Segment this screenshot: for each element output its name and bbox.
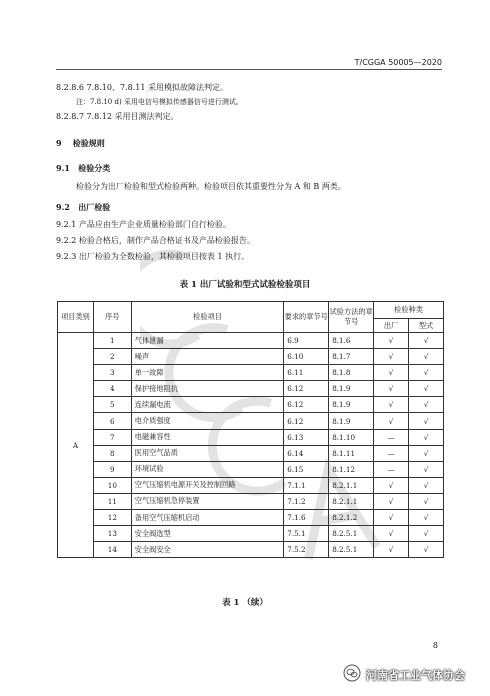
row-item: 保护接地阻抗	[131, 381, 284, 397]
table-1-title: 表 1 出厂试验和型式试验检验项目	[179, 280, 311, 290]
section-91-heading	[56, 163, 110, 173]
row-no: 10	[93, 477, 131, 493]
row-type: √	[409, 526, 444, 542]
note-7810: 注：7.8.10 d) 采用电信号模拟传感器信号进行测试。	[76, 98, 243, 106]
table-row	[58, 461, 444, 477]
watermark-account-name: 河南省工业气体协会	[366, 669, 465, 682]
row-method: 8.2.1.1	[329, 477, 374, 493]
row-no: 5	[93, 397, 131, 413]
wechat-logo-icon	[343, 664, 361, 682]
table-1-continued-title: 表 1 （续）	[222, 598, 268, 608]
header-requirement-clause: 要求的章节号	[284, 302, 329, 333]
table-row	[58, 493, 444, 509]
row-no: 9	[93, 461, 131, 477]
row-req: 7.1.1	[284, 477, 329, 493]
row-type: √	[409, 381, 444, 397]
table-row	[58, 510, 444, 526]
row-req: 6.14	[284, 445, 329, 461]
table-row	[58, 477, 444, 493]
row-no: 6	[93, 413, 131, 429]
table-row	[58, 445, 444, 461]
row-req: 6.12	[284, 413, 329, 429]
row-method: 8.1.9	[329, 413, 374, 429]
row-method: 8.2.5.1	[329, 526, 374, 542]
row-req: 6.9	[284, 333, 329, 349]
row-no: 8	[93, 445, 131, 461]
header-type-test: 型式	[409, 319, 444, 333]
row-factory: √	[374, 333, 409, 349]
table-row	[58, 542, 444, 558]
row-item: 环境试验	[131, 461, 284, 477]
row-factory: √	[374, 542, 409, 558]
row-item: 备用空气压缩机启动	[131, 510, 284, 526]
row-factory: —	[374, 429, 409, 445]
row-item: 安全阀安全	[131, 542, 284, 558]
row-factory: √	[374, 510, 409, 526]
row-no: 11	[93, 493, 131, 509]
row-type: √	[409, 349, 444, 365]
section-91-title: 检验分类	[78, 163, 111, 173]
table-row	[58, 413, 444, 429]
row-item: 气体泄漏	[131, 333, 284, 349]
row-method: 8.1.6	[329, 333, 374, 349]
clause-8287: 8.2.8.7 7.8.12 采用目测法判定。	[56, 112, 179, 121]
section-92-number: 9.2	[56, 202, 70, 212]
inspection-items-table	[57, 301, 444, 558]
row-no: 13	[93, 526, 131, 542]
row-factory: √	[374, 413, 409, 429]
standard-number: T/CGGA 50005—2020	[354, 58, 442, 67]
row-method: 8.1.7	[329, 349, 374, 365]
row-req: 6.10	[284, 349, 329, 365]
row-req: 7.1.6	[284, 510, 329, 526]
section-9-heading	[56, 138, 105, 148]
row-type: √	[409, 333, 444, 349]
row-item: 医用空气品质	[131, 445, 284, 461]
row-type: √	[409, 397, 444, 413]
row-item: 单一故障	[131, 365, 284, 381]
row-method: 8.1.9	[329, 397, 374, 413]
header-method-clause: 试验方法的章节号	[329, 302, 374, 333]
row-method: 8.1.12	[329, 461, 374, 477]
header-inspection-type: 检验种类	[374, 302, 444, 319]
table-row	[58, 349, 444, 365]
row-factory: √	[374, 526, 409, 542]
row-method: 8.2.1.1	[329, 493, 374, 509]
row-item: 连续漏电流	[131, 397, 284, 413]
row-type: √	[409, 429, 444, 445]
header-no: 序号	[93, 302, 131, 333]
row-factory: √	[374, 477, 409, 493]
row-type: √	[409, 542, 444, 558]
category-cell: A	[58, 333, 94, 558]
clause-923: 9.2.3 出厂检验为全数检验，其检验项目按表 1 执行。	[56, 252, 250, 261]
row-type: √	[409, 461, 444, 477]
section-91-text: 检验分为出厂检验和型式检验两种。检验项目依其重要性分为 A 和 B 两类。	[76, 182, 346, 191]
row-factory: √	[374, 493, 409, 509]
row-method: 8.2.1.2	[329, 510, 374, 526]
table-row	[58, 333, 444, 349]
row-req: 7.5.1	[284, 526, 329, 542]
row-req: 7.1.2	[284, 493, 329, 509]
row-no: 14	[93, 542, 131, 558]
row-item: 电磁兼容性	[131, 429, 284, 445]
row-no: 2	[93, 349, 131, 365]
section-91-number: 9.1	[56, 163, 70, 173]
header-category: 项目类别	[58, 302, 94, 333]
row-req: 6.13	[284, 429, 329, 445]
row-type: √	[409, 413, 444, 429]
section-9-title: 检验规则	[72, 138, 105, 148]
table-row	[58, 381, 444, 397]
row-factory: —	[374, 461, 409, 477]
row-factory: √	[374, 365, 409, 381]
table-row	[58, 526, 444, 542]
clause-922: 9.2.2 检验合格后，制作产品合格证书及产品检验报告。	[56, 236, 255, 245]
row-method: 8.1.10	[329, 429, 374, 445]
section-9-number: 9	[56, 138, 62, 148]
section-92-title: 出厂检验	[78, 202, 111, 212]
row-factory: √	[374, 349, 409, 365]
header-rule	[56, 69, 442, 70]
table-row	[58, 429, 444, 445]
row-req: 6.12	[284, 397, 329, 413]
header-factory: 出厂	[374, 319, 409, 333]
page-number: 8	[432, 641, 438, 650]
row-type: √	[409, 493, 444, 509]
row-req: 6.15	[284, 461, 329, 477]
clause-921: 9.2.1 产品应由生产企业质量检验部门自行检验。	[56, 220, 231, 229]
row-method: 8.1.9	[329, 381, 374, 397]
row-req: 6.12	[284, 381, 329, 397]
table-row	[58, 365, 444, 381]
row-req: 7.5.2	[284, 542, 329, 558]
header-item: 检验项目	[131, 302, 284, 333]
row-factory: √	[374, 397, 409, 413]
row-req: 6.11	[284, 365, 329, 381]
row-item: 空气压缩机急停装置	[131, 493, 284, 509]
row-method: 8.1.11	[329, 445, 374, 461]
row-type: √	[409, 445, 444, 461]
row-type: √	[409, 365, 444, 381]
row-no: 3	[93, 365, 131, 381]
row-method: 8.2.5.1	[329, 542, 374, 558]
table-row	[58, 397, 444, 413]
row-method: 8.1.8	[329, 365, 374, 381]
row-no: 7	[93, 429, 131, 445]
row-item: 安全阀选型	[131, 526, 284, 542]
row-item: 空气压缩机电源开关及控制回路	[131, 477, 284, 493]
row-item: 噪声	[131, 349, 284, 365]
row-no: 4	[93, 381, 131, 397]
row-no: 12	[93, 510, 131, 526]
section-92-heading	[56, 202, 110, 212]
row-factory: —	[374, 445, 409, 461]
row-factory: √	[374, 381, 409, 397]
clause-8286: 8.2.8.6 7.8.10、7.8.11 采用模拟故障法判定。	[56, 83, 228, 92]
row-type: √	[409, 477, 444, 493]
row-item: 电介质强度	[131, 413, 284, 429]
row-no: 1	[93, 333, 131, 349]
row-type: √	[409, 510, 444, 526]
